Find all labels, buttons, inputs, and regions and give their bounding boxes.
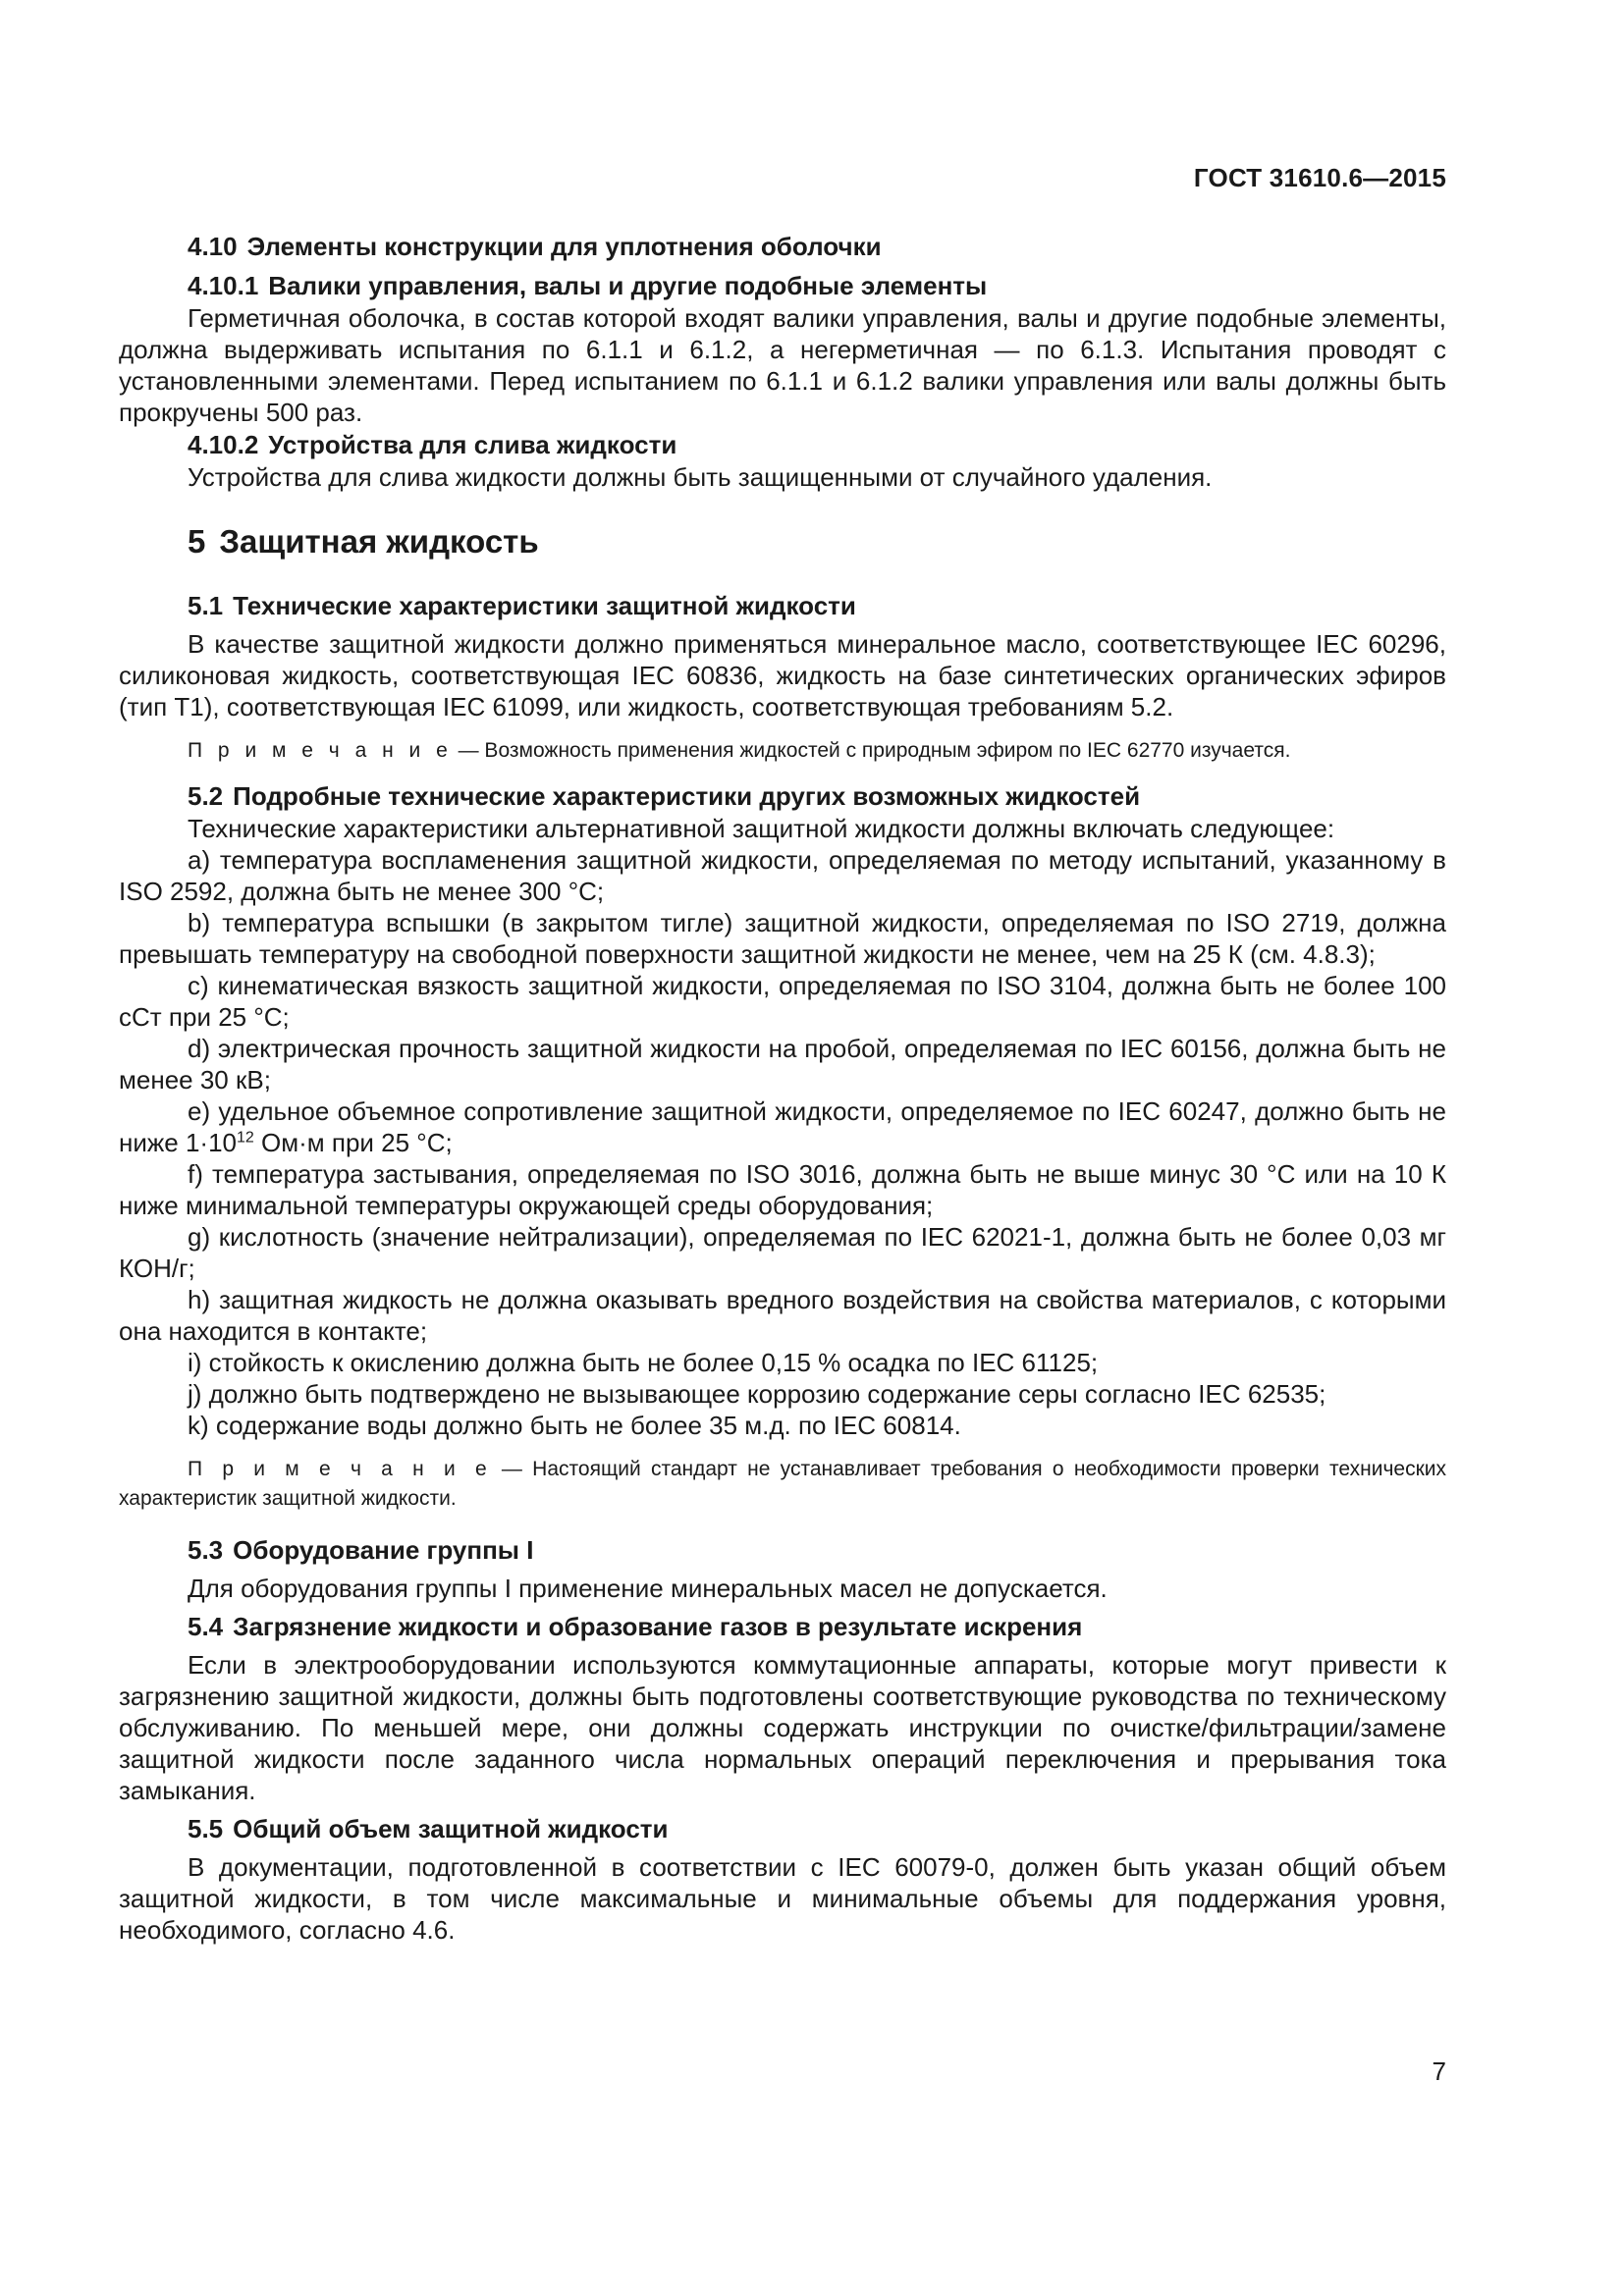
paragraph-4-10-1: Герметичная оболочка, в состав которой входят валики управления, валы и другие подобные элементы, должна выдерживать испытания по 6.1.1 и 6.1.2, а негерметичная — по 6.1.3. Испытания проводят с установленными элементами. Перед испытанием по 6.1.1 и 6.1.2 валики управления или валы должны быть прокручены 500 раз. [119,303,1446,427]
heading-title: Общий объем защитной жидкости [233,1814,669,1843]
heading-4-10-2 [119,428,1446,461]
heading-5-4 [119,1610,1446,1643]
heading-5-1 [119,589,1446,622]
heading-title: Загрязнение жидкости и образование газов в результате искрения [233,1612,1083,1641]
heading-title: Устройства для слива жидкости [268,430,677,459]
heading-title: Подробные технические характеристики других возможных жидкостей [233,781,1141,811]
heading-number: 4.10.2 [188,430,259,459]
list-item-e [119,1095,1446,1158]
note-5-1 [119,736,1446,766]
list-item-k: k) содержание воды должно быть не более 35 м.д. по IEC 60814. [188,1411,961,1440]
note-5-2 [119,1455,1446,1514]
heading-4-10-1 [119,269,1446,302]
page-content [119,230,1446,1946]
list-item-f: f) температура застывания, определяемая по ISO 3016, должна быть не выше минус 30 °С или на 10 К ниже минимальной температуры окружающей среды оборудования; [119,1159,1446,1220]
section-title: Защитная жидкость [219,523,539,560]
heading-number: 5.4 [188,1612,224,1641]
list-item-e-text: e) удельное объемное сопротивление защитной жидкости, определяемое по IEC 60247, должно быть не ниже 1·10 [119,1096,1446,1157]
list-item-d: d) электрическая прочность защитной жидкости на пробой, определяемая по IEC 60156, должна быть не менее 30 кВ; [119,1034,1446,1095]
heading-5-2 [119,779,1446,813]
exponent: 12 [237,1129,254,1147]
heading-number: 5.3 [188,1535,224,1565]
heading-number: 5.1 [188,591,224,620]
paragraph-5-2-intro: Технические характеристики альтернативной защитной жидкости должны включать следующее: [188,814,1335,843]
paragraph-5-1: В качестве защитной жидкости должно применяться минеральное масло, соответствующее IEC 60296, силиконовая жидкость, соответствующая IEC 60836, жидкость на базе синтетических органических эфиров (тип Т1), соответствующая IEC 61099, или жидкость, соответствующая требованиям 5.2. [119,629,1446,721]
heading-title: Валики управления, валы и другие подобные элементы [268,271,988,300]
note-text: — Возможность применения жидкостей с природным эфиром по IEC 62770 изучается. [452,739,1291,762]
paragraph-4-10-2: Устройства для слива жидкости должны быть защищенными от случайного удаления. [188,462,1213,492]
heading-number: 4.10 [188,232,238,261]
heading-number: 4.10.1 [188,271,259,300]
list-item-e-unit: Ом·м при 25 °С; [253,1128,453,1157]
standard-header: ГОСТ 31610.6—2015 [1193,163,1446,192]
paragraph-5-4: Если в электрооборудовании используются коммутационные аппараты, которые могут привести к загрязнению защитной жидкости, должны быть подготовлены соответствующие руководства по техническому обслуживанию. По меньшей мере, они должны содержать инструкции по очистке/фильтрации/замене защитной жидкости после заданного числа нормальных операций переключения и прерывания тока замыкания. [119,1650,1446,1805]
heading-title: Оборудование группы I [233,1535,534,1565]
list-item-j: j) должно быть подтверждено не вызывающее коррозию содержание серы согласно IEC 62535; [188,1379,1326,1409]
list-item-h: h) защитная жидкость не должна оказывать вредного воздействия на свойства материалов, с которыми она находится в контакте; [119,1285,1446,1346]
heading-title: Элементы конструкции для уплотнения оболочки [246,232,882,261]
heading-5-5 [119,1812,1446,1845]
section-heading-5 [119,520,1446,563]
list-item-g: g) кислотность (значение нейтрализации), определяемая по IEC 62021-1, должна быть не более 0,03 мг КОН/г; [119,1222,1446,1283]
heading-5-3 [119,1533,1446,1567]
list-item-a: a) температура воспламенения защитной жидкости, определяемая по методу испытаний, указанному в ISO 2592, должна быть не менее 300 °С; [119,845,1446,906]
paragraph-5-5: В документации, подготовленной в соответствии с IEC 60079-0, должен быть указан общий объем защитной жидкости, в том числе максимальные и минимальные объемы для поддержания уровня, необходимого, согласно 4.6. [119,1852,1446,1945]
page-number: 7 [1432,2056,1446,2086]
list-item-i: i) стойкость к окислению должна быть не более 0,15 % осадка по IEC 61125; [188,1348,1099,1377]
list-item-b: b) температура вспышки (в закрытом тигле) защитной жидкости, определяемая по ISO 2719, должна превышать температуру на свободной поверхности защитной жидкости не менее, чем на 25 К (см. 4.8.3); [119,908,1446,969]
heading-number: 5.5 [188,1814,224,1843]
section-number: 5 [188,523,206,560]
note-label: П р и м е ч а н и е [188,739,453,762]
heading-4-10 [119,230,1446,263]
heading-number: 5.2 [188,781,224,811]
paragraph-5-3: Для оборудования группы I применение минеральных масел не допускается. [188,1574,1108,1603]
note-text: — Настоящий стандарт не устанавливает требования о необходимости проверки технических характеристик защитной жидкости. [119,1458,1447,1510]
heading-title: Технические характеристики защитной жидкости [233,591,856,620]
note-label: П р и м е ч а н и е [188,1458,492,1480]
list-item-c: c) кинематическая вязкость защитной жидкости, определяемая по ISO 3104, должна быть не более 100 сСт при 25 °С; [119,971,1446,1032]
